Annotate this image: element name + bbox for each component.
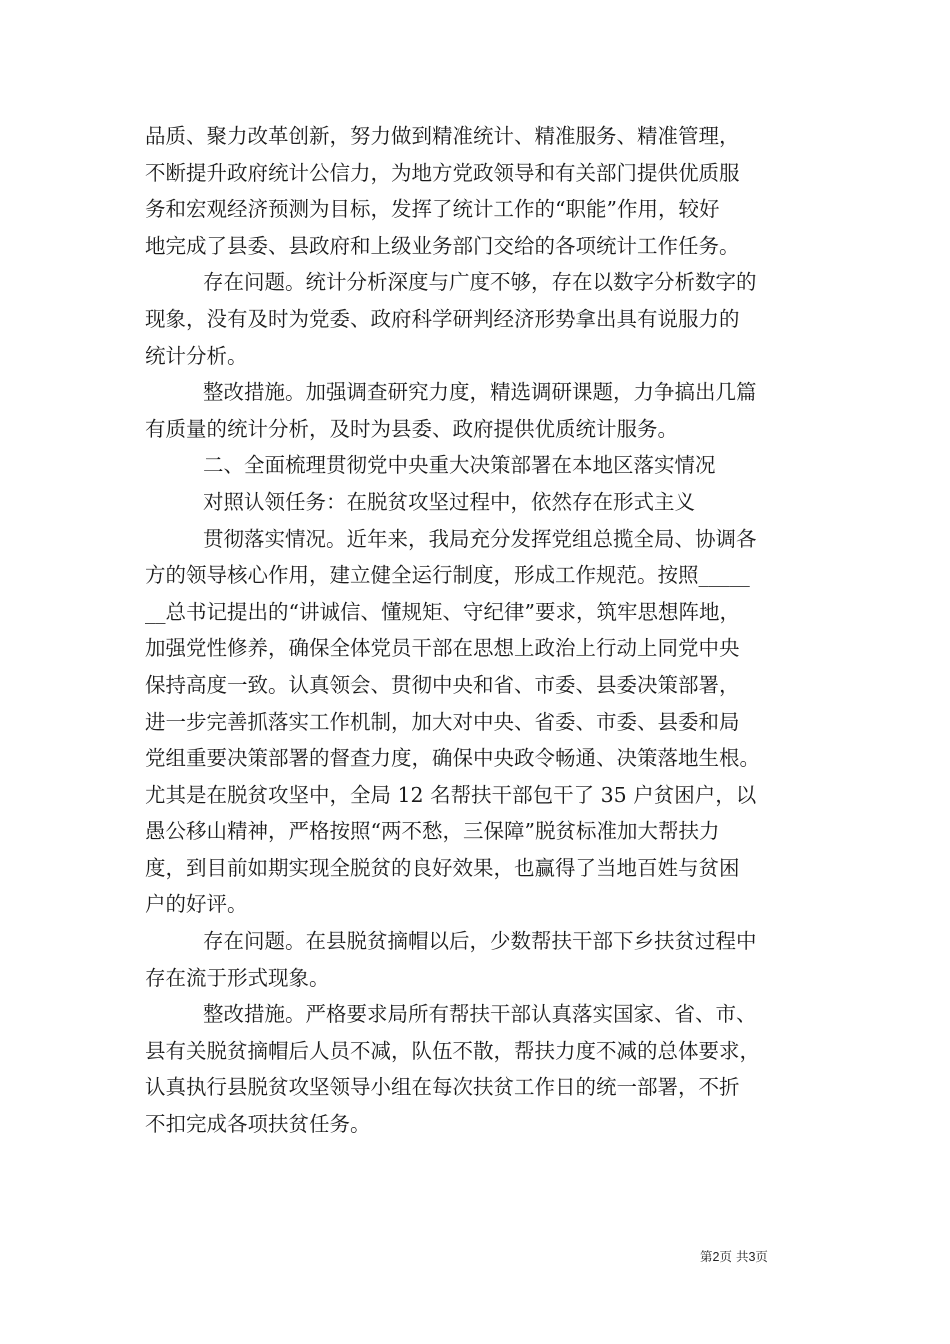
page-footer <box>700 1248 810 1266</box>
text-line: 现象，没有及时为党委、政府科学研判经济形势拿出具有说服力的 <box>145 306 740 331</box>
text-line: 不扣完成各项扶贫任务。 <box>145 1112 371 1137</box>
section-heading: 二、全面梳理贯彻党中央重大决策部署在本地区落实情况 <box>203 453 716 478</box>
text-line: 认真执行县脱贫攻坚领导小组在每次扶贫工作日的统一部署，不折 <box>145 1075 740 1100</box>
text-line: 保持高度一致。认真领会、贯彻中央和省、市委、县委决策部署， <box>145 672 740 697</box>
text-line: 进一步完善抓落实工作机制，加大对中央、省委、市委、县委和局 <box>145 709 740 734</box>
text-line: __总书记提出的“讲诚信、懂规矩、守纪律”要求，筑牢思想阵地， <box>145 599 740 624</box>
text-line: 加强党性修养，确保全体党员干部在思想上政治上行动上同党中央 <box>145 636 740 661</box>
text-line: 存在流于形式现象。 <box>145 965 330 990</box>
text-line: 党组重要决策部署的督查力度，确保中央政令畅通、决策落地生根。 <box>145 746 760 771</box>
text-line: 尤其是在脱贫攻坚中，全局 12 名帮扶干部包干了 35 户贫困户，以 <box>145 782 757 807</box>
task-line: 对照认领任务：在脱贫攻坚过程中，依然存在形式主义 <box>203 489 695 514</box>
footer-suffix: 页 <box>755 1249 768 1264</box>
text-line: 方的领导核心作用，建立健全运行制度，形成工作规范。按照_____ <box>145 563 750 588</box>
text-line: 统计分析。 <box>145 343 248 368</box>
current-page-number: 2 <box>712 1250 720 1264</box>
text-line: 愚公移山精神，严格按照“两不愁，三保障”脱贫标准加大帮扶力 <box>145 819 720 844</box>
text-line: 有质量的统计分析，及时为县委、政府提供优质统计服务。 <box>145 416 678 441</box>
text-line: 度，到目前如期实现全脱贫的良好效果，也赢得了当地百姓与贫困 <box>145 855 740 880</box>
text-line: 县有关脱贫摘帽后人员不减，队伍不散，帮扶力度不减的总体要求， <box>145 1038 760 1063</box>
text-line: 品质、聚力改革创新，努力做到精准统计、精准服务、精准管理， <box>145 124 740 148</box>
text-line: 地完成了县委、县政府和上级业务部门交给的各项统计工作任务。 <box>145 233 740 258</box>
paragraph-start-line: 整改措施。严格要求局所有帮扶干部认真落实国家、省、市、 <box>203 1002 757 1027</box>
text-line: 户的好评。 <box>145 892 248 917</box>
footer-middle: 页 共 <box>719 1249 749 1264</box>
text-line: 不断提升政府统计公信力，为地方党政领导和有关部门提供优质服 <box>145 160 740 185</box>
total-pages-number: 3 <box>748 1250 756 1264</box>
paragraph-start-line: 存在问题。在县脱贫摘帽以后，少数帮扶干部下乡扶贫过程中 <box>203 929 757 954</box>
paragraph-start-line: 整改措施。加强调查研究力度，精选调研课题，力争搞出几篇 <box>203 380 757 405</box>
text-line: 务和宏观经济预测为目标，发挥了统计工作的“职能”作用，较好 <box>145 197 720 222</box>
paragraph-start-line: 存在问题。统计分析深度与广度不够，存在以数字分析数字的 <box>203 270 757 295</box>
paragraph-start-line: 贯彻落实情况。近年来，我局充分发挥党组总揽全局、协调各 <box>203 526 757 551</box>
document-body <box>145 118 815 1143</box>
footer-prefix: 第 <box>700 1249 713 1264</box>
